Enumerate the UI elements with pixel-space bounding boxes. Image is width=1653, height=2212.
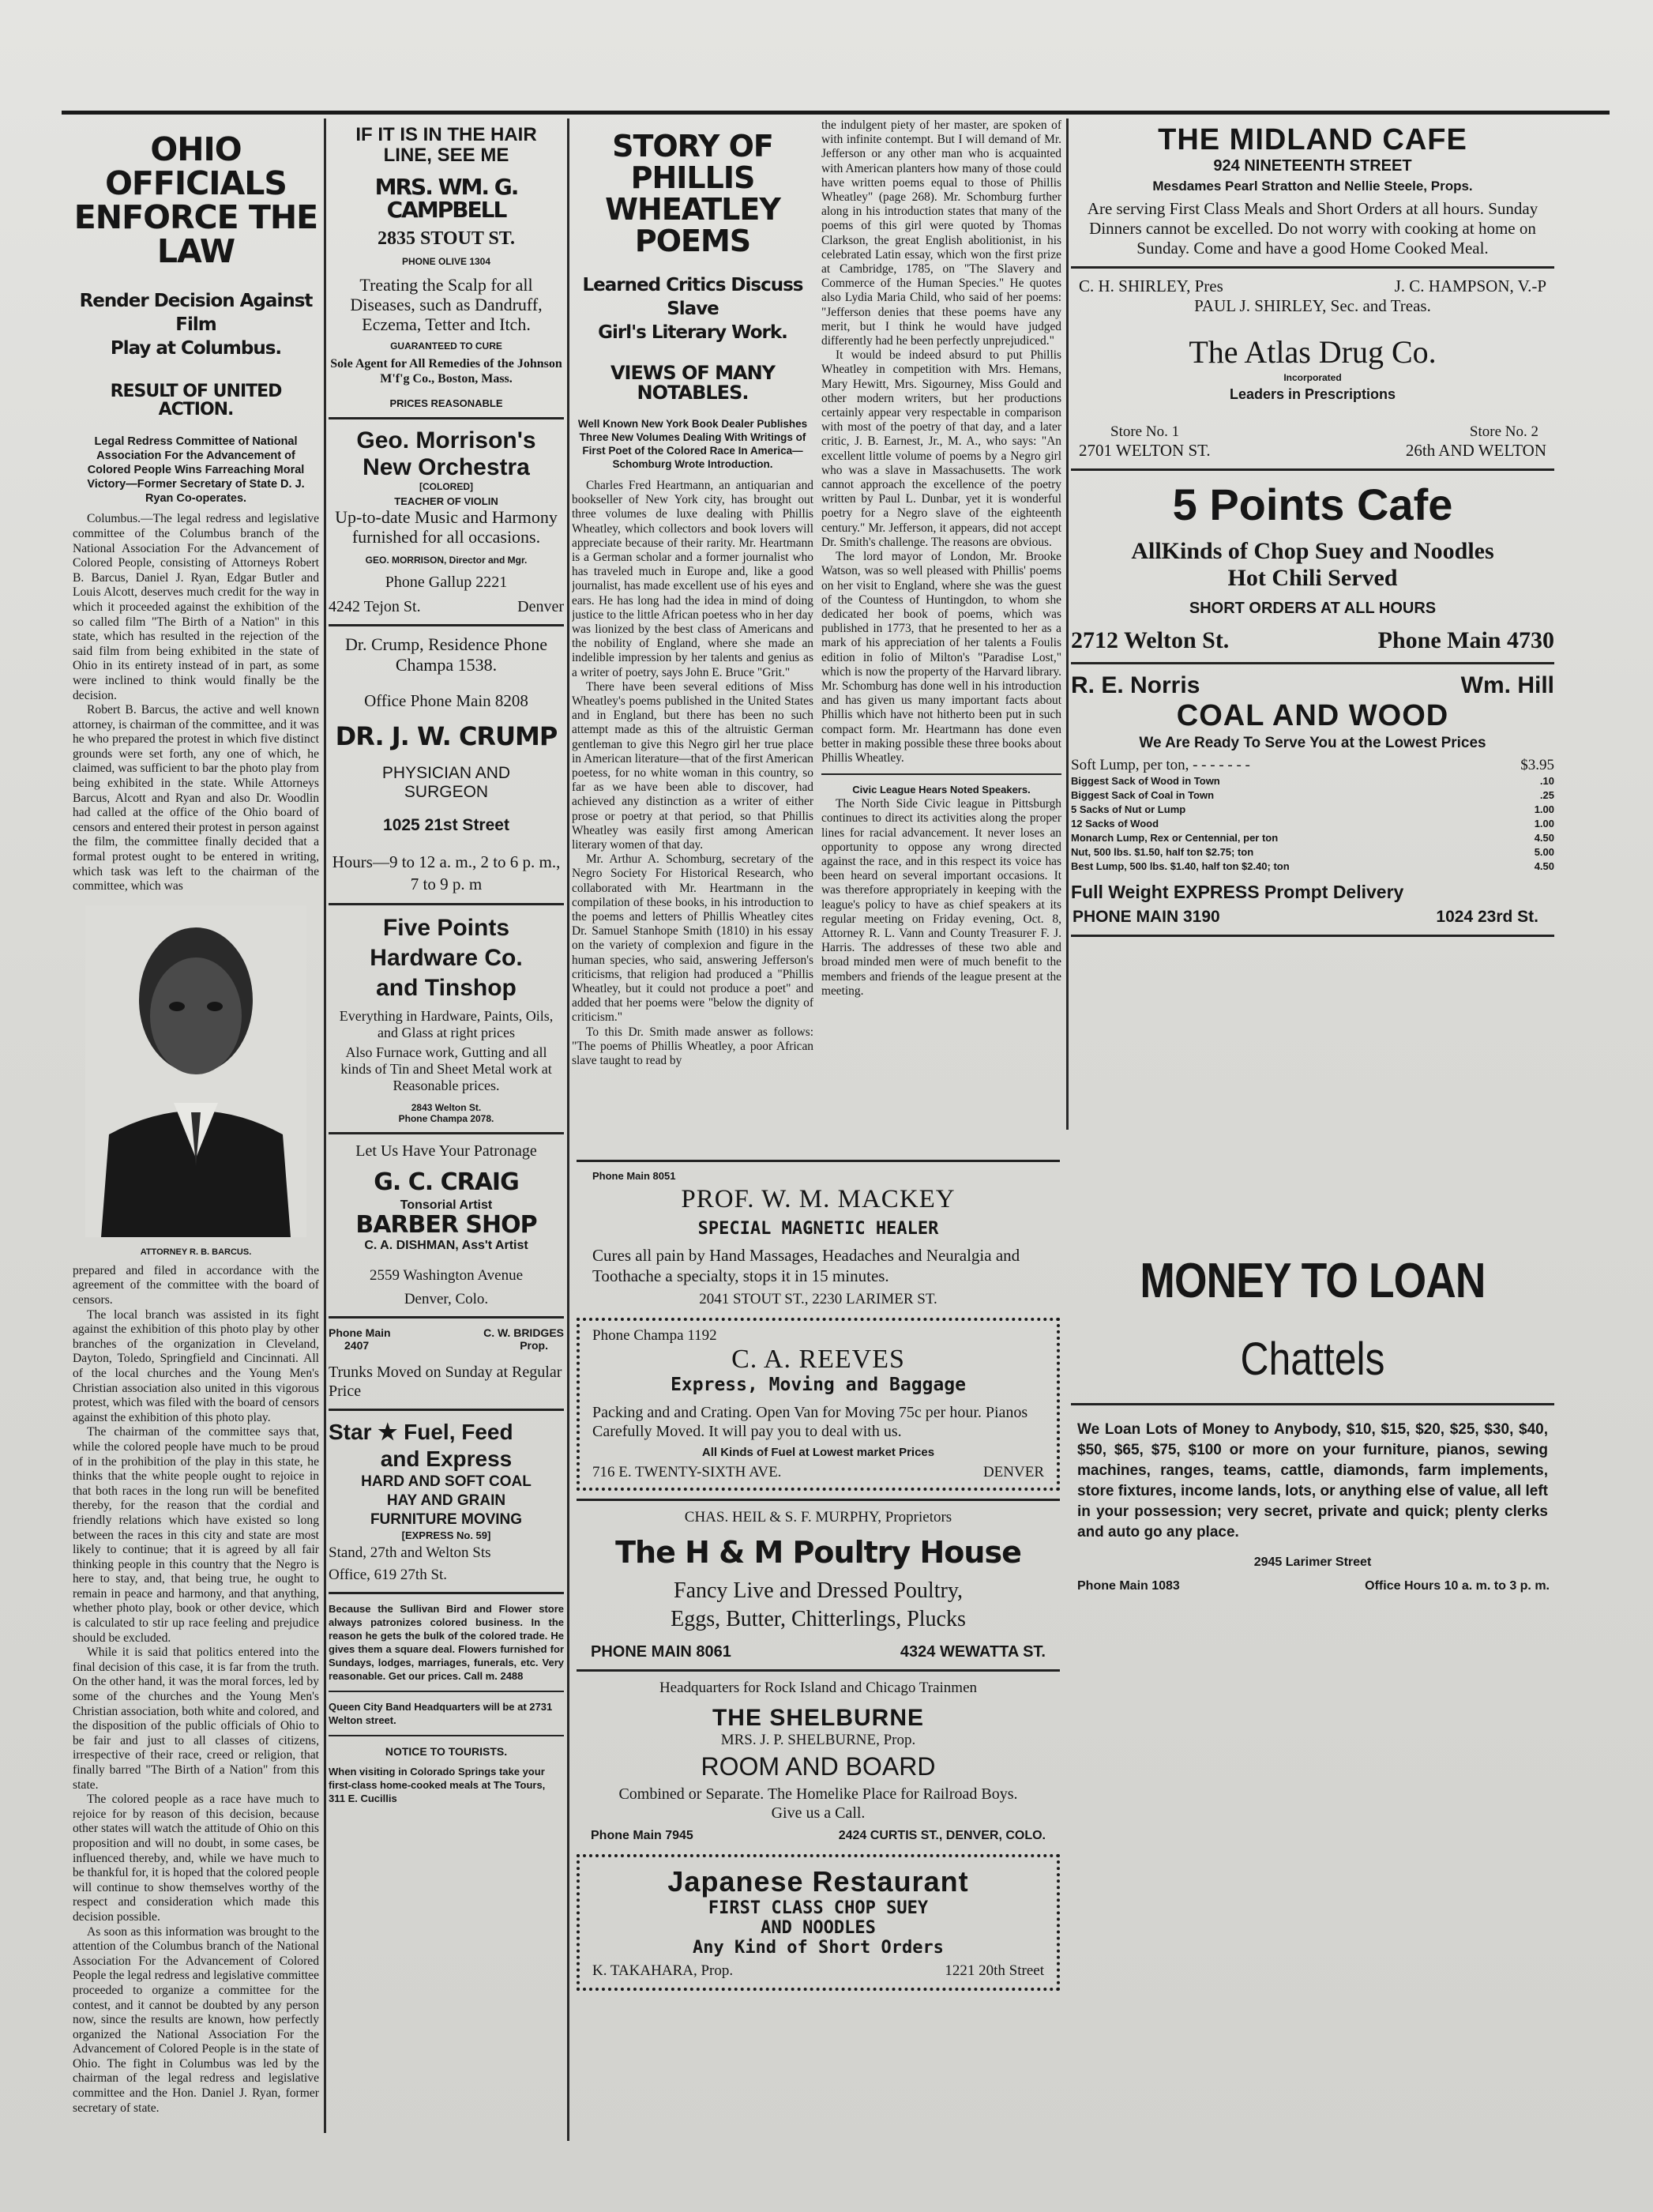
price-row: [1071, 860, 1554, 874]
price-label: 5 Sacks of Nut or Lump: [1071, 803, 1186, 815]
morrison-colored: [COLORED]: [419, 480, 473, 492]
wheatley-deck-3: Well Known New York Book Dealer Publishes Three New Volumes Dealing With Writings of First Poet of the Colored Race In America—Schomburg Wrote Introduction.: [577, 417, 808, 470]
starfuel-line-3: HARD AND SOFT COAL: [361, 1473, 532, 1491]
atlas-shirley: C. H. SHIRLEY, Pres: [1079, 276, 1223, 295]
midland-address: 924 NINETEENTH STREET: [1213, 157, 1412, 175]
coal-ready: We Are Ready To Serve You at the Lowest Prices: [1139, 735, 1486, 751]
poultry-line-2: Eggs, Butter, Chitterlings, Plucks: [671, 1606, 966, 1631]
crump-ad: [329, 634, 564, 896]
morrison-name-2: New Orchestra: [363, 453, 530, 480]
hardware-text-2: Also Furnace work, Gutting and all kinds of Tin and Sheet Metal work at Reasonable prices.: [340, 1044, 552, 1094]
bridges-phone-number: 2407: [344, 1339, 370, 1352]
campbell-ad: [329, 125, 564, 409]
loan-ad: [1071, 1253, 1554, 1593]
price-label: Nut, 500 lbs. $1.50, half ton $2.75; ton: [1071, 846, 1254, 858]
loan-address: 2945 Larimer Street: [1253, 1556, 1372, 1569]
poultry-name: The H & M Poultry House: [615, 1535, 1021, 1570]
paragraph: Charles Fred Heartmann, an antiquarian and bookseller of New York city, has brought out three volumes de luxe dealing with Phillis Wheatley, which collectors and book lovers will appreciate because of their rarity. Mr. Heartmann is a German scholar and a former journalist who has traveled much in Europe and, like a good journalist, has made excellent use of his eyes and ears. He has long had the idea in mind of doing justice to the little African poetess who in her day was lionized by the best class of Americans and the nobility of England, where she made an indelible impression by her talents and genius as a writer of poetry, says John E. Bruce "Grit.": [572, 478, 813, 679]
column-ads-right: [1071, 120, 1554, 2016]
starfuel-office: Office, 619 27th St.: [329, 1567, 448, 1584]
paragraph: As soon as this information was brought to the attention of the Columbus branch of the National Association For the Advancement of Colored People the legal redress and legislative committee proceeded to organize a committee for the contest, and it cannot be doubted by any person now, since the results are known, how perfectly organized the National Association For the Advancement of Colored People is in the state of Ohio. The fight in Columbus was led by the chairman of the legal redress and legislative committee and the Hon. Daniel J. Ryan, former secretary of state.: [73, 1924, 319, 2115]
civic-heading: Civic League Hears Noted Speakers.: [852, 784, 1031, 796]
japanese-ad: [577, 1854, 1060, 1991]
morrison-address: 4242 Tejon St.: [329, 597, 421, 615]
paragraph: The local branch was assisted in its fight against the exhibition of this photo play by other branches of the organization in Cleveland, Dayton, Toledo, Springfield and Cincinnati. All of the local churches and the Young Men's Christian association also united in this vigorous protest, which was filed with the board of censors against the exhibition of this photo play.: [73, 1307, 319, 1424]
craig-patronage: Let Us Have Your Patronage: [355, 1142, 537, 1161]
price-value: 1.00: [1534, 818, 1554, 830]
loan-hours: Office Hours 10 a. m. to 3 p. m.: [1365, 1579, 1550, 1593]
deck-line-1: Learned Critics Discuss Slave: [582, 274, 803, 319]
price-row: [1071, 788, 1554, 803]
paragraph: The lord mayor of London, Mr. Brooke Watson, was so well pleased with Phillis' poems on her visit to England, where she was the guest of the Countess of Huntingdon, to whom she dedicated her book of poems, which was published in 1773, that he presented to her as a mark of his appreciation of her talents a Foulis edition in folio of Milton's "Paradise Lost," which is now the property of the Harvard library. Mr. Schomburg has done well in his introduction and has given us many important facts about Phillis which have not hitherto been put in such compact form. Mr. Heartmann has done even better in making possible these three books about Phillis Wheatley.: [821, 550, 1061, 765]
price-row: [1071, 757, 1554, 774]
price-label: Biggest Sack of Wood in Town: [1071, 775, 1220, 787]
headline-line-2: ENFORCE THE LAW: [73, 198, 318, 271]
reeves-address: 716 E. TWENTY-SIXTH AVE.: [592, 1464, 782, 1480]
wheatley-deck-1: [572, 273, 813, 344]
campbell-text: Treating the Scalp for all Diseases, such as Dandruff, Eczema, Tetter and Itch.: [350, 274, 543, 334]
deck-line-2: Play at Columbus.: [110, 338, 282, 359]
japanese-line-1: FIRST CLASS CHOP SUEY: [708, 1898, 929, 1918]
campbell-line-2: LINE, SEE ME: [383, 145, 509, 166]
fivepoints-address: 2712 Welton St.: [1071, 627, 1230, 653]
starfuel-stand: Stand, 27th and Welton Sts: [329, 1544, 491, 1562]
queencity-notice: Queen City Band Headquarters will be at 2731 Welton street.: [329, 1701, 553, 1727]
price-value: $3.95: [1520, 757, 1554, 773]
poultry-props: CHAS. HEIL & S. F. MURPHY, Proprietors: [684, 1509, 952, 1525]
deck-line-1: Render Decision Against Film: [79, 291, 313, 336]
price-row: [1071, 774, 1554, 788]
fivepoints-name: 5 Points Cafe: [1172, 480, 1453, 529]
starfuel-line-4: HAY AND GRAIN: [386, 1492, 506, 1510]
morrison-teacher: TEACHER OF VIOLIN: [394, 495, 498, 507]
japanese-line-2: AND NOODLES: [761, 1917, 876, 1938]
bridges-text: Trunks Moved on Sunday at Regular Price: [329, 1364, 562, 1401]
reeves-name: C. A. REEVES: [731, 1345, 905, 1374]
mackey-address: 2041 STOUT ST., 2230 LARIMER ST.: [699, 1291, 937, 1307]
coal-hill: Wm. Hill: [1460, 672, 1554, 698]
price-value: 1.00: [1534, 803, 1554, 815]
column-rule-4: [1066, 118, 1069, 1130]
atlas-hampson: J. C. HAMPSON, V.-P: [1394, 276, 1546, 295]
paragraph: the indulgent piety of her master, are spoken of with infinite contempt. But I will demand of Mr. Jefferson or any other man who is acquainted with American planters how many of those could have written poems equal to those of Phillis Wheatley" (page 268). Mr. Schomburg further along in his introduction states that many of the poems of this girl were quoted by Thomas Clarkson, the great English abolitionist, in his celebrated Latin essay, which won the first prize at Cambridge, 1785, on "The Slavery and Commerce of the Human Species." He quotes also Lydia Maria Child, who said of her poems: "Jefferson denies that these poems have any merit, but I think he would have judged differently had he been perfectly unprejudiced.": [821, 118, 1061, 348]
price-row: [1071, 817, 1554, 831]
paragraph: While it is said that politics entered into the final decision of this case, it is far from the truth. On the other hand, it was the moral forces, led by some of the churches and the Young Men's Christian association, both white and colored, and the disposition of the public officials of Ohio to be fair and just to all classes of citizens, irrespective of their race, creed or religion, that finally barred "The Birth of a Nation" from this state.: [73, 1646, 319, 1792]
morrison-director: GEO. MORRISON, Director and Mgr.: [365, 554, 528, 566]
shelburne-hq: Headquarters for Rock Island and Chicago Trainmen: [659, 1679, 978, 1696]
civic-body: [821, 797, 1061, 999]
deck-line-2: Girl's Literary Work.: [598, 322, 787, 343]
crump-title-1: PHYSICIAN AND: [381, 764, 511, 783]
headline-line-1: STORY OF PHILLIS: [612, 129, 773, 195]
midland-ad: [1071, 123, 1554, 258]
mackey-phone: Phone Main 8051: [592, 1170, 676, 1182]
fivepoints-phone: Phone Main 4730: [1377, 627, 1554, 653]
craig-tonsorial: Tonsorial Artist: [400, 1198, 493, 1212]
paragraph: prepared and filed in accordance with the agreement of the committee with the board of censors.: [73, 1263, 319, 1307]
photo-caption: ATTORNEY R. B. BARCUS.: [140, 1247, 252, 1257]
craig-city: Denver, Colo.: [404, 1291, 489, 1308]
loan-phone: Phone Main 1083: [1077, 1579, 1180, 1593]
starfuel-express: [EXPRESS No. 59]: [401, 1529, 491, 1542]
campbell-guarantee: GUARANTEED TO CURE: [390, 340, 502, 352]
column-wheatley-continued: [821, 118, 1061, 1146]
midland-props: Mesdames Pearl Stratton and Nellie Steele, Props.: [1152, 179, 1473, 194]
morrison-phone: Phone Gallup 2221: [385, 573, 508, 591]
paragraph: There have been several editions of Miss Wheatley's poems published in the United States and in England, but there has been no such attempt made as this of the altruistic German gentleman to give this Negro girl her true place in American literature—that of the first American poetess, for no white woman in this country, so far as we have been able to discover, had achieved any distinction as a writer of either prose or poetry at that period, so that Phillis Wheatley was easily first among American literary women of that day.: [572, 679, 813, 852]
bridges-phone-label: Phone Main: [329, 1326, 391, 1340]
craig-name: G. C. CRAIG: [374, 1168, 519, 1197]
price-row: [1071, 803, 1554, 817]
ohio-deck-2: RESULT OF UNITED ACTION.: [110, 382, 282, 420]
poultry-address: 4324 WEWATTA ST.: [900, 1642, 1046, 1661]
wheatley-headline: [572, 131, 813, 258]
shelburne-text: Combined or Separate. The Homelike Place for Railroad Boys. Give us a Call.: [618, 1785, 1018, 1822]
atlas-leaders: Leaders in Prescriptions: [1229, 386, 1396, 402]
craig-dishman: C. A. DISHMAN, Ass't Artist: [364, 1239, 528, 1253]
starfuel-line-1: Star ★ Fuel, Feed: [329, 1420, 513, 1445]
crump-name: DR. J. W. CRUMP: [335, 720, 558, 751]
mackey-text: Cures all pain by Hand Massages, Headaches and Neuralgia and Toothache a specialty, stops it in 15 minutes.: [592, 1246, 1020, 1285]
bridges-name: C. W. BRIDGES: [483, 1326, 564, 1340]
campbell-agent: Sole Agent for All Remedies of the Johnson M'f'g Co., Boston, Mass.: [330, 356, 562, 386]
poultry-line-1: Fancy Live and Dressed Poultry,: [674, 1578, 963, 1603]
paragraph: The chairman of the committee says that, while the colored people have much to be proud of in the prohibition of the play in this state, he thinks that the white people ought to rejoice in that both races in the long run will be benefited thereby, for the reason that the cordial and friendly relations which have existed so long between the races in this city and state are most likely to continue; that it is agreed by all fair thinking people in this country that the Negro is here to stay, and, that being true, he ought to remain in peace and harmony, and that anything, whether photo play, book or other device, which is calculated to stir up race feeling and prejudice should be excluded.: [73, 1425, 319, 1645]
paragraph: Mr. Arthur A. Schomburg, secretary of the Negro Society For Historical Research, who collaborated with Mr. Heartmann in the compilation of these books, in his introduction to the poems and letters of Phillis Wheatley cites Dr. Samuel Stanhope Smith (1810) in his essay on the variety of complexion and figure in the human species, who said, answering Jefferson's criticisms, that religion had produced a "Phillis Wheatley, but it could not produce a poet" and added that her poems were "below the dignity of criticism.": [572, 852, 813, 1025]
mackey-ad: [577, 1170, 1060, 1308]
column-wheatley-article: [572, 125, 813, 1152]
hardware-phone: Phone Champa 2078.: [398, 1113, 494, 1125]
craig-shop: BARBER SHOP: [355, 1210, 537, 1239]
price-value: .25: [1539, 789, 1554, 801]
price-value: 5.00: [1534, 846, 1554, 858]
price-label: Monarch Lump, Rex or Centennial, per ton: [1071, 832, 1279, 844]
midland-text: Are serving First Class Meals and Short Orders at all hours. Sunday Dinners cannot be excelled. Do not worry with cooking at home on Sunday. Come and have a good Home Cooked Meal.: [1087, 199, 1538, 258]
loan-text: We Loan Lots of Money to Anybody, $10, $15, $20, $25, $30, $40, $50, $65, $75, $100 or more on your furniture, pianos, sewing machines, ranges, teams, cattle, diamonds, farm implements, store fixtures, income lands, lots, or anything else of value, all left in your possession; very secret, private and quick; plenty clerks and auto go any place.: [1077, 1421, 1548, 1540]
atlas-store-1: Store No. 1: [1110, 423, 1180, 440]
atlas-incorporated: Incorporated: [1283, 372, 1342, 383]
mackey-name: PROF. W. M. MACKEY: [681, 1185, 956, 1213]
ohio-deck-3: Legal Redress Committee of National Association For the Advancement of Colored People Wins Farreaching Moral Victory—Former Secretary of State D. J. Ryan Co-operates.: [87, 435, 305, 506]
atlas-store-2: Store No. 2: [1469, 423, 1538, 440]
reeves-city: DENVER: [982, 1464, 1044, 1480]
shelburne-address: 2424 CURTIS ST., DENVER, COLO.: [838, 1828, 1046, 1842]
atlas-address-1: 2701 WELTON ST.: [1079, 441, 1211, 460]
ohio-headline: [73, 130, 319, 271]
atlas-shirley-sec: PAUL J. SHIRLEY, Sec. and Treas.: [1194, 296, 1431, 315]
top-rule: [62, 111, 1610, 115]
atlas-name: The Atlas Drug Co.: [1189, 334, 1437, 370]
japanese-prop: K. TAKAHARA, Prop.: [592, 1962, 734, 1979]
coal-title: COAL AND WOOD: [1176, 699, 1449, 732]
paragraph: The colored people as a race have much to rejoice for by reason of this decision, because other states will watch the attitude of Ohio on this proposition and will no doubt, in some cases, be influenced thereby, and, while we have much to be thankful for, it is hoped that the colored people will continue to show themselves worthy of the respect and consideration which made this decision possible.: [73, 1793, 319, 1924]
column-ads-middle: [577, 1160, 1060, 2179]
shelburne-ad: [577, 1680, 1060, 1843]
coal-price-list: [1071, 757, 1554, 874]
campbell-phone: PHONE OLIVE 1304: [401, 255, 491, 267]
headline-line-2: WHEATLEY POEMS: [605, 191, 780, 258]
shelburne-name: THE SHELBURNE: [712, 1704, 924, 1731]
price-row: [1071, 845, 1554, 860]
shelburne-phone: Phone Main 7945: [591, 1828, 693, 1842]
paragraph: To this Dr. Smith made answer as follows: "The poems of Phillis Wheatley, a poor African slave taught to read by: [572, 1025, 813, 1068]
japanese-name: Japanese Restaurant: [667, 1864, 969, 1898]
campbell-name: MRS. WM. G. CAMPBELL: [374, 174, 518, 224]
loan-title: MONEY TO LOAN: [1140, 1254, 1486, 1308]
loan-chattels: Chattels: [1240, 1334, 1385, 1385]
hardware-text-1: Everything in Hardware, Paints, Oils, and Glass at right prices: [339, 1008, 554, 1041]
coal-phone: PHONE MAIN 3190: [1073, 908, 1220, 926]
crump-address: 1025 21st Street: [383, 816, 509, 835]
hardware-line-2: Hardware Co.: [370, 945, 523, 972]
reeves-ad: [577, 1318, 1060, 1491]
paragraph: It would be indeed absurd to put Phillis Wheatley in competition with Mrs. Hemans, Mary Hewitt, Mrs. Sigourney, Miss Gould and other modern writers, but her productions certainly appear very respectable in comparison with most of the poetry of that day, and a later critic, J. B. Earnest, Jr., M. A., who says: "An excellent little volume of poems by a Negro girl who was a slave in Massachusetts. The work cannot approach the excellence of the poetry written by Paul L. Dunbar, yet it is wonderful poetry for a Negro slave of the eighteenth century." Mr. Jefferson, it appears, did not accept Dr. Smith's challenge. The reasons are obvious.: [821, 348, 1061, 549]
japanese-address: 1221 20th Street: [945, 1962, 1044, 1979]
hardware-address: 2843 Welton St.: [411, 1102, 482, 1114]
column-ohio-article: [73, 125, 319, 2195]
coal-address: 1024 23rd St.: [1436, 908, 1538, 926]
hardware-ad: [329, 913, 564, 1124]
coal-delivery: Full Weight EXPRESS Prompt Delivery: [1071, 882, 1404, 902]
poultry-phone: PHONE MAIN 8061: [591, 1642, 731, 1661]
price-value: .10: [1539, 775, 1554, 787]
craig-ad: [329, 1142, 564, 1308]
paragraph: Columbus.—The legal redress and legislative committee of the Columbus branch of the National Association For the Advancement of Colored People, consisting of Attorneys Robert B. Barcus, Daniel J. Ryan, Edgar Butler and Louis Alcott, deserves much credit for the way in which it proceeded against the exhibition of the so called film "The Birth of a Nation" in this state, which has resulted in the rejection of the said film from being exhibited in the state of Ohio in its entirety instead of in part, as some were inclined to think would finally be the decision.: [73, 512, 319, 702]
column-rule-1: [324, 118, 326, 2133]
sullivan-notice: Because the Sullivan Bird and Flower store always patronizes colored business. In the reason he gets the bulk of the colored trade. He gives them a square deal. Flowers furnished for Sundays, lodges, marriages, funerals, etc. Very reasonable. Get our prices. Call m. 2488: [329, 1603, 564, 1683]
coal-ad: [1071, 672, 1554, 927]
tourists-notice: When visiting in Colorado Springs take your first-class home-cooked meals at The Tours, 311 E. Cucillis: [329, 1766, 546, 1805]
craig-address: 2559 Washington Avenue: [369, 1267, 524, 1285]
paragraph: The North Side Civic league in Pittsburgh continues to direct its activities along the proper lines for racial advancement. It never loses an opportunity to oppose any wrong directed against the race, and in this respect its voice has been heard on several important occasions. It was therefore appropriately in keeping with the league's policy to have as chief speakers at its regular meeting on Friday evening, Oct. 8, Attorney R. L. Vann and County Treasurer F. J. Harris. The addresses of these two able and broad minded men were of much benefit to the members and friends of the league present at the meeting.: [821, 797, 1061, 998]
price-row: [1071, 831, 1554, 845]
wheatley-body-continued: [821, 118, 1061, 766]
shelburne-room: ROOM AND BOARD: [701, 1751, 936, 1781]
crump-hours: Hours—9 to 12 a. m., 2 to 6 p. m., 7 to 9 p. m: [332, 852, 561, 894]
reeves-text: Packing and and Crating. Open Van for Moving 75c per hour. Pianos Carefully Moved. It will pay you to deal with us.: [592, 1404, 1028, 1440]
price-label: Biggest Sack of Coal in Town: [1071, 789, 1215, 801]
campbell-prices: PRICES REASONABLE: [389, 397, 503, 409]
campbell-line-1: IF IT IS IN THE HAIR: [355, 125, 537, 145]
japanese-line-3: Any Kind of Short Orders: [693, 1937, 944, 1958]
column-rule-2: [567, 118, 569, 2141]
ohio-body-top: [73, 512, 319, 893]
atlas-ad: [1071, 276, 1554, 461]
column-ads-left: [329, 125, 564, 2195]
hardware-line-1: Five Points: [382, 915, 510, 942]
price-label: 12 Sacks of Wood: [1071, 818, 1159, 830]
hardware-line-3: and Tinshop: [376, 975, 517, 1002]
fivepoints-cafe-ad: [1071, 479, 1554, 654]
mackey-title: SPECIAL MAGNETIC HEALER: [697, 1219, 939, 1239]
starfuel-line-5: FURNITURE MOVING: [370, 1511, 523, 1529]
shelburne-prop: MRS. J. P. SHELBURNE, Prop.: [720, 1731, 916, 1748]
wheatley-deck-2: VIEWS OF MANY NOTABLES.: [610, 361, 776, 404]
starfuel-line-2: and Express: [380, 1446, 513, 1472]
bridges-prop: Prop.: [520, 1339, 548, 1352]
morrison-ad: [329, 427, 564, 616]
ohio-body-bottom: [73, 1264, 319, 2116]
crump-office-phone: Office Phone Main 8208: [364, 690, 528, 710]
reeves-phone: Phone Champa 1192: [592, 1327, 717, 1344]
reeves-title: Express, Moving and Baggage: [671, 1375, 966, 1395]
price-label: Soft Lump, per ton, - - - - - - -: [1071, 757, 1250, 773]
portrait-photo: [85, 905, 306, 1237]
ohio-deck-1: [73, 289, 319, 360]
morrison-name-1: Geo. Morrison's: [356, 427, 536, 453]
morrison-text: Up-to-date Music and Harmony furnished for all occasions.: [335, 506, 558, 547]
price-value: 4.50: [1534, 860, 1554, 872]
price-label: Best Lump, 500 lbs. $1.40, half ton $2.40; ton: [1071, 860, 1290, 872]
crump-title-2: SURGEON: [404, 783, 489, 802]
atlas-address-2: 26th AND WELTON: [1405, 441, 1546, 460]
paragraph: Robert B. Barcus, the active and well known attorney, is chairman of the committee, and it was he who prepared the protest in which five distinct grounds were set forth, any one of which, he claimed, was sufficient to bar the photo play from being exhibited in the state. While Attorneys Barcus, Alcott and Ryan and also Dr. Woodlin had called at the office of the Ohio board of censors and entered their protest in person against the film, the committee finally decided that a formal protest ought to be entered in writing, which task was left to the chairman of the committee, which was: [73, 703, 319, 893]
bridges-ad: [329, 1326, 564, 1401]
fivepoints-line-3: SHORT ORDERS AT ALL HOURS: [1189, 600, 1437, 617]
fivepoints-line-1: AllKinds of Chop Suey and Noodles: [1131, 538, 1494, 564]
reeves-fuel: All Kinds of Fuel at Lowest market Prices: [701, 1446, 935, 1459]
campbell-address: 2835 STOUT ST.: [377, 228, 516, 249]
price-value: 4.50: [1534, 832, 1554, 844]
coal-norris: R. E. Norris: [1071, 672, 1200, 698]
wheatley-body: [572, 479, 813, 1068]
midland-name: THE MIDLAND CAFE: [1158, 123, 1467, 156]
fivepoints-line-2: Hot Chili Served: [1227, 565, 1398, 591]
poultry-ad: [577, 1509, 1060, 1661]
starfuel-ad: [329, 1419, 564, 1584]
tourists-heading: NOTICE TO TOURISTS.: [385, 1745, 508, 1759]
morrison-city: Denver: [517, 597, 564, 615]
headline-line-1: OHIO OFFICIALS: [105, 130, 287, 203]
crump-residence: Dr. Crump, Residence Phone Champa 1538.: [344, 634, 548, 675]
